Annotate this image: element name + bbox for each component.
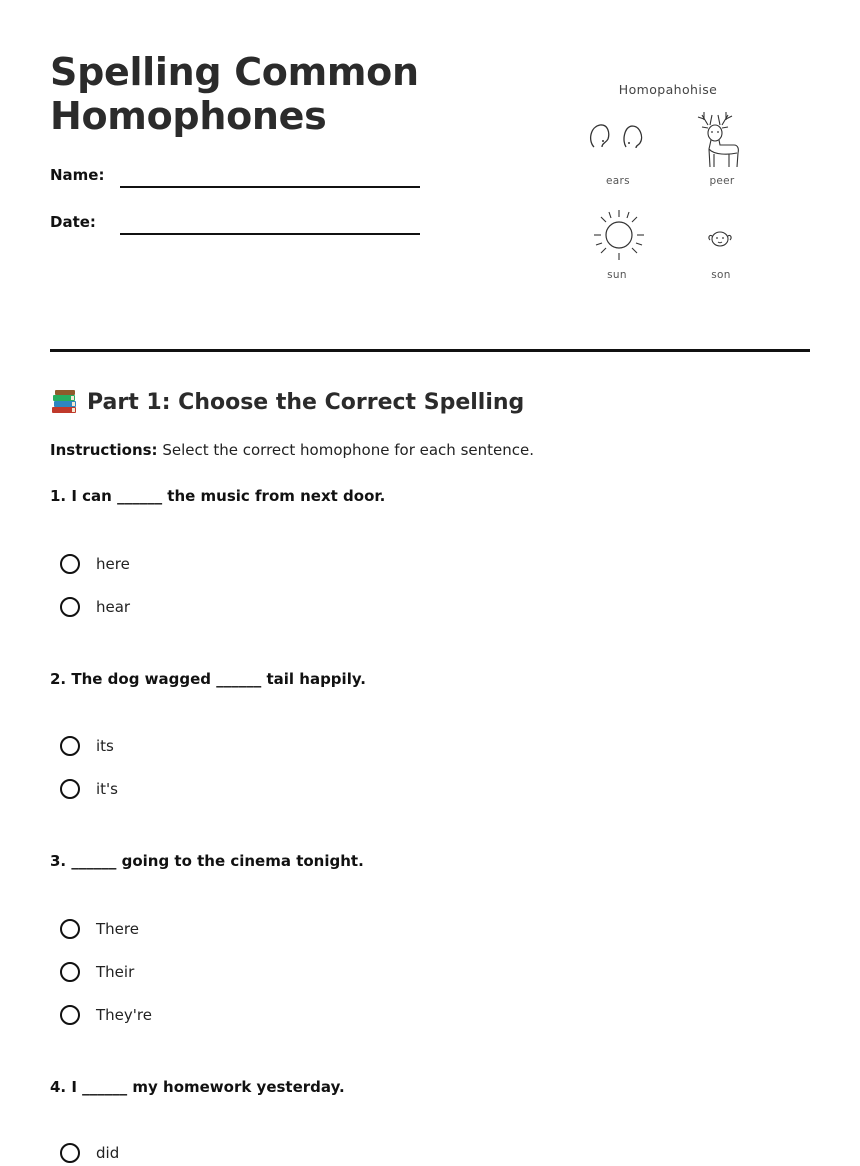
option-did[interactable] <box>60 1140 119 1166</box>
option-here[interactable] <box>60 551 130 577</box>
sun-icon <box>592 208 646 262</box>
caption-son: son <box>711 269 731 281</box>
instructions-label: Instructions: <box>50 441 158 459</box>
radio-button[interactable] <box>60 736 80 756</box>
radio-button[interactable] <box>60 1143 80 1163</box>
title-line-1: Spelling Common <box>50 50 419 94</box>
question-4: 4. I ______ my homework yesterday. <box>50 1078 345 1096</box>
page-title <box>50 50 419 138</box>
ears-icon <box>586 121 650 153</box>
title-line-2: Homophones <box>50 94 327 138</box>
option-it-s[interactable] <box>60 776 118 802</box>
deer-icon <box>694 109 744 171</box>
option-label: hear <box>96 598 131 616</box>
option-label: They're <box>96 1006 152 1024</box>
date-label: Date: <box>50 213 96 231</box>
section-title-text: Part 1: Choose the Correct Spelling <box>87 389 525 415</box>
instructions-text: Select the correct homophone for each sentence. <box>157 441 534 459</box>
date-field[interactable] <box>120 233 420 235</box>
option-hear[interactable] <box>60 594 130 620</box>
illustration-title: Homopahohise <box>618 82 718 97</box>
section-title <box>50 389 524 415</box>
question-2: 2. The dog wagged ______ tail happily. <box>50 670 366 688</box>
name-label: Name: <box>50 166 105 184</box>
option-their[interactable] <box>60 959 134 985</box>
question-3: 3. ______ going to the cinema tonight. <box>50 852 364 870</box>
homophones-illustration <box>530 55 810 320</box>
caption-sun: sun <box>607 269 627 281</box>
option-label: its <box>96 737 114 755</box>
option-its[interactable] <box>60 733 114 759</box>
option-they-re[interactable] <box>60 1002 152 1028</box>
radio-button[interactable] <box>60 919 80 939</box>
radio-button[interactable] <box>60 1005 80 1025</box>
section-divider <box>50 349 810 352</box>
option-label: There <box>96 920 139 938</box>
instructions <box>50 441 534 459</box>
radio-button[interactable] <box>60 554 80 574</box>
radio-button[interactable] <box>60 779 80 799</box>
option-label: Their <box>96 963 135 981</box>
option-there[interactable] <box>60 916 139 942</box>
radio-button[interactable] <box>60 962 80 982</box>
radio-button[interactable] <box>60 597 80 617</box>
option-label: it's <box>96 780 118 798</box>
caption-peer: peer <box>709 175 735 187</box>
caption-ears: ears <box>606 175 630 187</box>
books-icon <box>50 389 78 415</box>
name-field[interactable] <box>120 186 420 188</box>
face-icon <box>706 228 734 250</box>
option-label: did <box>96 1144 120 1162</box>
question-1: 1. I can ______ the music from next door. <box>50 487 386 505</box>
option-label: here <box>96 555 130 573</box>
